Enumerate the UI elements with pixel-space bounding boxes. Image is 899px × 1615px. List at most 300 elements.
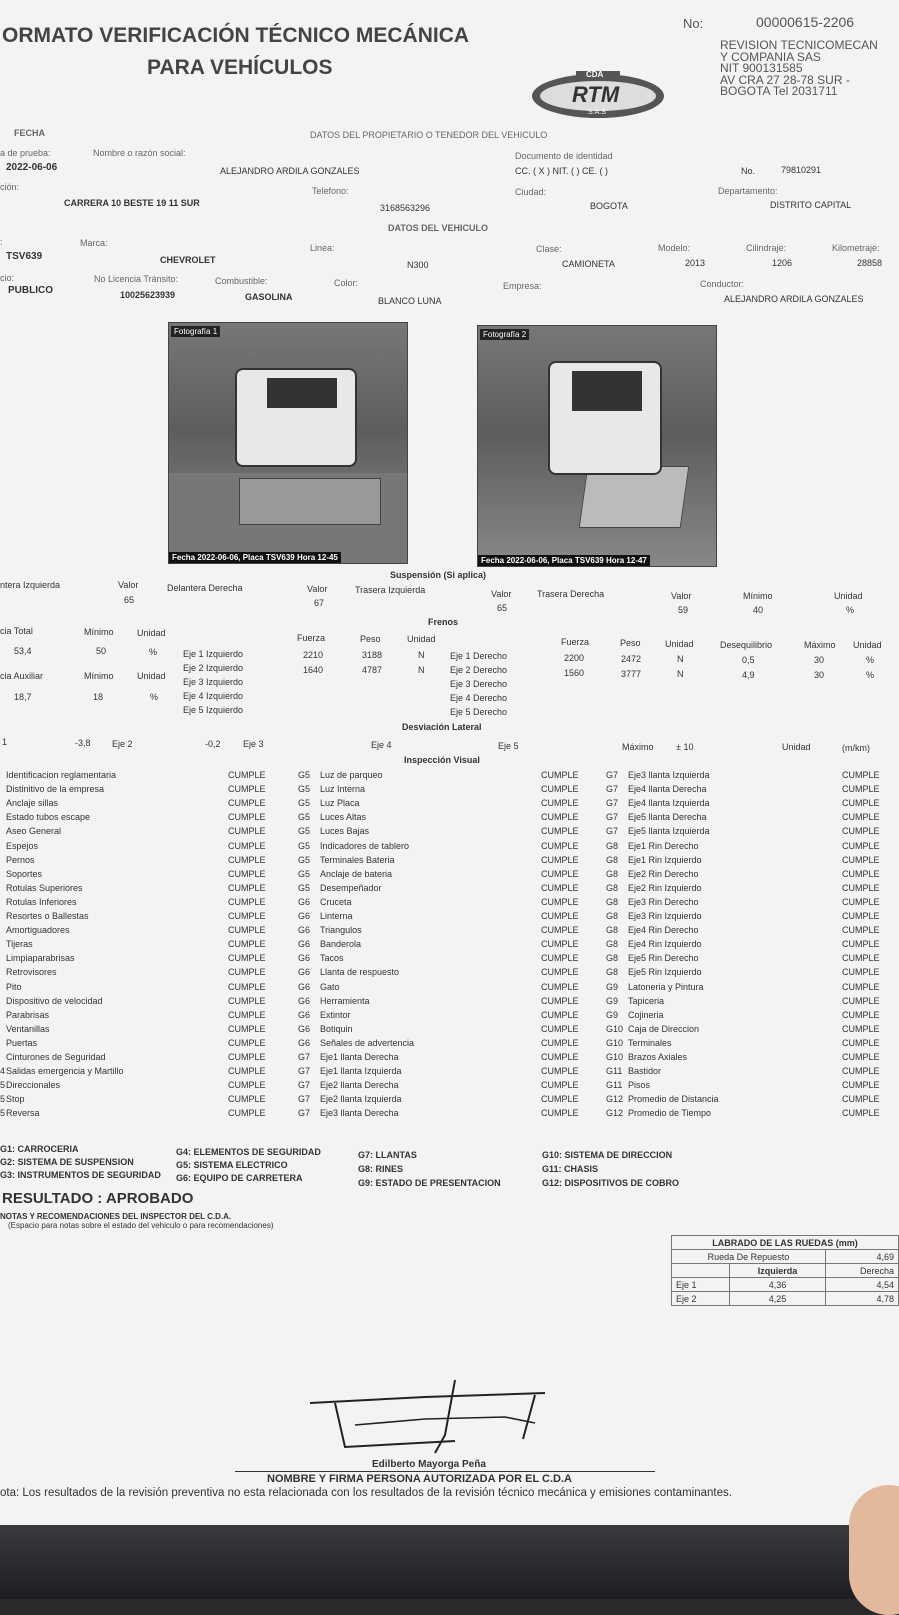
- frenos-right-desequilibrio: 0,5 4,9: [742, 655, 755, 680]
- item-label: Ventanillas: [6, 1023, 50, 1034]
- color-label: Color:: [334, 278, 359, 288]
- cumple-status: CUMPLE: [541, 896, 579, 907]
- direccion-value: CARRERA 10 BESTE 19 11 SUR: [64, 198, 200, 208]
- group-code: G8: [606, 911, 619, 921]
- legend-col-1: G1: CARROCERIA G2: SISTEMA DE SUSPENSION G3: INSTRUMENTOS DE SEGURIDAD: [0, 1144, 161, 1180]
- doc-type: CC. ( X ) NIT. ( ) CE. ( ): [515, 166, 608, 176]
- empresa-label: Empresa:: [503, 281, 542, 291]
- cumple-status: CUMPLE: [228, 1080, 266, 1091]
- inspeccion-row: [0, 841, 899, 855]
- frenos-right-unit: % %: [866, 655, 875, 680]
- group-code: G6: [298, 995, 311, 1006]
- cumple-status: CUMPLE: [541, 1052, 579, 1062]
- group-code: G5: [298, 826, 311, 837]
- item-label: Soportes: [6, 868, 43, 879]
- frenos-col-fuerza: Fuerza: [297, 633, 326, 643]
- row-prefix: 5: [0, 1094, 6, 1105]
- cumple-status: CUMPLE: [228, 939, 266, 950]
- frenos-left-fuerza: 2210 1640: [303, 650, 324, 675]
- frenos-left-peso: 3188 4787: [362, 650, 383, 675]
- frenos-right-fuerza: 2200 1560: [564, 653, 585, 678]
- ciudad-value: BOGOTA: [590, 201, 628, 211]
- item-label: Eje4 Rin Izquierdo: [628, 939, 702, 950]
- group-code: G6: [298, 1037, 311, 1048]
- group-code: G7: [298, 1108, 311, 1119]
- legend-col-4: G10: SISTEMA DE DIRECCION G11: CHASIS G12: DISPOSITIVOS DE COBRO: [542, 1150, 680, 1188]
- group-code: G6: [298, 896, 311, 907]
- item-label: Pito: [6, 981, 22, 992]
- inspeccion-title: Inspección Visual: [404, 755, 480, 765]
- group-code: G5: [298, 784, 311, 795]
- inspeccion-row: [0, 1094, 899, 1108]
- item-label: Terminales Bateria: [320, 854, 395, 865]
- cumple-status: CUMPLE: [541, 1023, 579, 1034]
- susp-trasera-izq-label: Trasera Izquierda: [355, 585, 426, 595]
- group-code: G9: [606, 995, 619, 1006]
- frenos-col-peso: Peso: [360, 634, 381, 644]
- eficacia-total-value: 53,4: [14, 646, 32, 656]
- cumple-status: CUMPLE: [541, 812, 579, 823]
- background-fabric: [0, 1525, 899, 1599]
- group-code: G6: [298, 911, 311, 921]
- cumple-status: CUMPLE: [541, 967, 579, 978]
- inspeccion-row: [0, 911, 899, 925]
- susp-minimo-label: Mínimo: [743, 591, 773, 601]
- frenos-left-unidad: N N: [418, 650, 425, 675]
- item-label: Luces Altas: [320, 812, 367, 823]
- group-code: G8: [606, 925, 619, 936]
- signature-caption: NOMBRE Y FIRMA PERSONA AUTORIZADA POR EL C.D.A: [267, 1473, 572, 1485]
- item-label: Resortes o Ballestas: [6, 911, 89, 921]
- item-label: Limpiaparabrisas: [6, 953, 75, 964]
- susp-delantera-der-label: Delantera Derecha: [167, 583, 243, 593]
- item-label: Eje3 Rin Izquierdo: [628, 911, 702, 921]
- licencia-label: No Licencia Tránsito:: [94, 274, 179, 284]
- linea-value: N300: [407, 260, 429, 270]
- group-code: G6: [298, 1009, 311, 1020]
- doc-no-value: 79810291: [781, 165, 822, 175]
- item-label: Parabrisas: [6, 1009, 50, 1020]
- telefono-label: Telefono:: [312, 186, 349, 196]
- cumple-status: CUMPLE: [228, 1066, 266, 1077]
- inspeccion-row: [0, 1052, 899, 1066]
- item-label: Terminales: [628, 1037, 672, 1048]
- susp-valor-label: Valor: [671, 591, 692, 601]
- cumple-status: CUMPLE: [228, 784, 266, 795]
- cumple-status: CUMPLE: [842, 995, 880, 1006]
- item-label: Luz de parqueo: [320, 770, 383, 780]
- inspeccion-row: [0, 1066, 899, 1080]
- item-label: Tijeras: [6, 939, 33, 950]
- frenos-col-unidad: Unidad: [407, 634, 436, 644]
- frenos-col-peso-der: Peso: [620, 638, 641, 648]
- cumple-status: CUMPLE: [541, 911, 579, 921]
- ciudad-label: Ciudad:: [515, 187, 547, 197]
- item-label: Promedio de Tiempo: [628, 1108, 712, 1119]
- item-label: Caja de Direccion: [628, 1023, 700, 1034]
- cumple-status: CUMPLE: [541, 939, 579, 950]
- doc-no-label: No.: [741, 166, 756, 176]
- group-code: G6: [298, 939, 311, 950]
- inspeccion-row: [0, 869, 899, 883]
- item-label: Eje2 llanta Derecha: [320, 1080, 399, 1091]
- group-code: G8: [606, 967, 619, 978]
- cumple-status: CUMPLE: [541, 868, 579, 879]
- item-label: Eje2 Rin Izquierdo: [628, 882, 702, 893]
- cumple-status: CUMPLE: [842, 784, 880, 795]
- cumple-status: CUMPLE: [842, 911, 880, 921]
- group-code: G11: [606, 1080, 623, 1091]
- susp-delantera-izq-label: ntera Izquierda: [0, 580, 61, 590]
- marca-label: Marca:: [80, 238, 108, 248]
- item-label: Eje5 Rin Izquierdo: [628, 967, 702, 978]
- nombre-value: ALEJANDRO ARDILA GONZALES: [220, 166, 360, 176]
- item-label: Reversa: [6, 1108, 40, 1119]
- cumple-status: CUMPLE: [541, 1066, 579, 1077]
- fecha-label: FECHA: [14, 128, 45, 138]
- item-label: Eje3 llanta Derecha: [320, 1108, 399, 1119]
- cumple-status: CUMPLE: [842, 1094, 880, 1105]
- signature-scribble: [305, 1375, 575, 1455]
- cumple-status: CUMPLE: [541, 882, 579, 893]
- eficacia-aux-unit-label: Unidad: [137, 671, 166, 681]
- telefono-value: 3168563296: [380, 203, 431, 213]
- form-number-label: No:: [683, 16, 704, 31]
- item-label: Linterna: [320, 911, 353, 921]
- item-label: Eje1 Rin Derecho: [628, 840, 699, 851]
- cumple-status: CUMPLE: [541, 1108, 579, 1119]
- item-label: Luces Bajas: [320, 826, 370, 837]
- group-code: G11: [606, 1066, 623, 1077]
- cumple-status: CUMPLE: [228, 967, 266, 978]
- desviacion-eje1-label: 1: [2, 737, 8, 747]
- item-label: Herramienta: [320, 995, 370, 1006]
- modelo-label: Modelo:: [658, 243, 691, 253]
- frenos-right-labels: Eje 1 Derecho Eje 2 Derecho Eje 3 Derecho Eje 4 Derecho Eje 5 Derecho: [450, 651, 508, 717]
- frenos-col-fuerza-der: Fuerza: [561, 637, 590, 647]
- item-label: Stop: [6, 1094, 25, 1105]
- frenos-right-maximo: 30 30: [814, 655, 825, 680]
- inspeccion-row: [0, 812, 899, 826]
- item-label: Eje3 llanta Izquierda: [628, 770, 710, 780]
- servicio-label: cio:: [0, 273, 15, 283]
- cumple-status: CUMPLE: [228, 1108, 266, 1119]
- eficacia-total-min: 50: [96, 646, 107, 656]
- item-label: Eje4 llanta Derecha: [628, 784, 707, 795]
- item-label: Eje2 Rin Derecho: [628, 868, 699, 879]
- item-label: Gato: [320, 981, 340, 992]
- cumple-status: CUMPLE: [541, 925, 579, 936]
- labrado-table: LABRADO DE LAS RUEDAS (mm) Rueda De Repuesto 4,69 Izquierda Derecha Eje 1 4,36 4,54 Eje 2 4,25 4,78: [671, 1235, 899, 1306]
- inspeccion-row: [0, 1038, 899, 1052]
- cumple-status: CUMPLE: [842, 812, 880, 823]
- susp-minimo-value: 40: [753, 605, 764, 615]
- cumple-status: CUMPLE: [842, 1052, 880, 1062]
- van-shape: [548, 361, 662, 475]
- item-label: Llanta de respuesto: [320, 967, 400, 978]
- cumple-status: CUMPLE: [228, 854, 266, 865]
- cumple-status: CUMPLE: [541, 798, 579, 809]
- group-code: G7: [606, 798, 619, 809]
- inspeccion-row: [0, 1108, 899, 1122]
- item-label: Amortiguadores: [6, 925, 70, 936]
- inspeccion-row: [0, 1080, 899, 1094]
- placa-value: TSV639: [6, 251, 43, 262]
- legend-col-2: G4: ELEMENTOS DE SEGURIDAD G5: SISTEMA ELECTRICO G6: EQUIPO DE CARRETERA: [176, 1147, 321, 1183]
- item-label: Eje1 Rin Izquierdo: [628, 854, 702, 865]
- eficacia-aux-label: cia Auxiliar: [0, 671, 44, 681]
- cumple-status: CUMPLE: [842, 967, 880, 978]
- desviacion-unidad-label: Unidad: [782, 742, 811, 752]
- cumple-status: CUMPLE: [842, 1066, 880, 1077]
- cumple-status: CUMPLE: [541, 981, 579, 992]
- cumple-status: CUMPLE: [228, 1009, 266, 1020]
- susp-unidad-label: Unidad: [834, 591, 863, 601]
- item-label: Brazos Axiales: [628, 1052, 688, 1062]
- susp-valor-label: Valor: [491, 589, 512, 599]
- desviacion-eje4-label: Eje 4: [371, 740, 392, 750]
- marca-value: CHEVROLET: [160, 255, 216, 265]
- item-label: Promedio de Distancia: [628, 1094, 719, 1105]
- item-label: Tapiceria: [628, 995, 665, 1006]
- eficacia-aux-unit: %: [150, 692, 159, 702]
- eficacia-total-unit: %: [149, 647, 158, 657]
- conductor-label: Conductor:: [700, 279, 745, 289]
- kilometraje-label: Kilometraje:: [832, 243, 880, 253]
- desviacion-eje2-value: -0,2: [205, 739, 221, 749]
- van-shape: [235, 368, 357, 467]
- cumple-status: CUMPLE: [228, 798, 266, 809]
- cumple-status: CUMPLE: [228, 925, 266, 936]
- susp-unidad-value: %: [846, 605, 855, 615]
- inspeccion-row: [0, 798, 899, 812]
- group-code: G8: [606, 882, 619, 893]
- item-label: Espejos: [6, 840, 39, 851]
- item-label: Anclaje sillas: [6, 798, 59, 809]
- cumple-status: CUMPLE: [541, 840, 579, 851]
- cumple-status: CUMPLE: [541, 1080, 579, 1091]
- company-info: REVISION TECNICOMECAN Y COMPANIA SAS NIT 900131585 AV CRA 27 28-78 SUR - BOGOTA Tel 2031711: [720, 38, 878, 98]
- placa-label: :: [0, 237, 3, 247]
- item-label: Salidas emergencia y Martillo: [6, 1066, 124, 1077]
- group-code: G9: [606, 981, 619, 992]
- group-code: G7: [298, 1094, 311, 1105]
- conductor-value: ALEJANDRO ARDILA GONZALES: [724, 294, 864, 304]
- susp-valor-label: Valor: [118, 580, 139, 590]
- item-label: Eje5 llanta Izquierda: [628, 826, 710, 837]
- group-code: G7: [606, 784, 619, 795]
- inspeccion-row: [0, 939, 899, 953]
- notas-subtitle: (Espacio para notas sobre el estado del vehiculo o para recomendaciones): [8, 1221, 274, 1230]
- item-label: Eje5 Rin Derecho: [628, 953, 699, 964]
- item-label: Señales de advertencia: [320, 1037, 415, 1048]
- item-label: Identificacion reglamentaria: [6, 770, 117, 780]
- vehicle-section-title: DATOS DEL VEHICULO: [388, 223, 489, 233]
- cumple-status: CUMPLE: [228, 868, 266, 879]
- susp-trasera-izq-value: 65: [497, 603, 508, 613]
- inspeccion-row: [0, 855, 899, 869]
- group-code: G6: [298, 981, 311, 992]
- item-label: Distinitivo de la empresa: [6, 784, 105, 795]
- item-label: Estado tubos escape: [6, 812, 91, 823]
- desviacion-title: Desviación Lateral: [402, 722, 482, 732]
- cumple-status: CUMPLE: [228, 1023, 266, 1034]
- cumple-status: CUMPLE: [228, 882, 266, 893]
- direccion-label: ción:: [0, 182, 20, 192]
- group-code: G7: [298, 1066, 311, 1077]
- susp-trasera-der-value: 59: [678, 605, 689, 615]
- cumple-status: CUMPLE: [228, 770, 266, 780]
- item-label: Retrovisores: [6, 967, 57, 978]
- inspeccion-row: [0, 996, 899, 1010]
- item-label: Extintor: [320, 1009, 351, 1020]
- item-label: Pernos: [6, 854, 35, 865]
- form-title: ORMATO VERIFICACIÓN TÉCNICO MECÁNICA: [2, 24, 470, 47]
- desviacion-eje2-label: Eje 2: [112, 739, 133, 749]
- departamento-value: DISTRITO CAPITAL: [770, 200, 852, 210]
- group-code: G10: [606, 1052, 624, 1062]
- item-label: Rotulas Superiores: [6, 882, 83, 893]
- group-code: G9: [606, 1009, 619, 1020]
- cumple-status: CUMPLE: [541, 953, 579, 964]
- eficacia-total-min-label: Mínimo: [84, 627, 114, 637]
- cumple-status: CUMPLE: [842, 1080, 880, 1091]
- departamento-label: Departamento:: [718, 186, 778, 196]
- item-label: Triangulos: [320, 925, 362, 936]
- item-label: Desempeñador: [320, 882, 382, 893]
- item-label: Anclaje de bateria: [320, 868, 393, 879]
- cumple-status: CUMPLE: [842, 925, 880, 936]
- inspeccion-row: [0, 897, 899, 911]
- desviacion-unidad-value: (m/km): [842, 743, 870, 753]
- suspension-title: Suspensión (Si aplica): [390, 570, 487, 580]
- form-subtitle: PARA VEHÍCULOS: [147, 56, 333, 79]
- item-label: Cruceta: [320, 896, 352, 907]
- footer-note: ota: Los resultados de la revisión preventiva no esta relacionada con los resultados de la revisión técnico mecánica y emisiones contaminantes.: [0, 1487, 732, 1499]
- combustible-label: Combustible:: [215, 276, 268, 286]
- frenos-col-unit: Unidad: [853, 640, 882, 650]
- cumple-status: CUMPLE: [842, 798, 880, 809]
- group-code: G8: [606, 896, 619, 907]
- group-code: G6: [298, 967, 311, 978]
- color-value: BLANCO LUNA: [378, 296, 442, 306]
- item-label: Dispositivo de velocidad: [6, 995, 103, 1006]
- cumple-status: CUMPLE: [842, 840, 880, 851]
- cumple-status: CUMPLE: [541, 854, 579, 865]
- item-label: Luz Placa: [320, 798, 360, 809]
- item-label: Bastidor: [628, 1066, 662, 1077]
- group-code: G5: [298, 770, 311, 780]
- row-prefix: 4: [0, 1066, 6, 1077]
- cumple-status: CUMPLE: [541, 1094, 579, 1105]
- desviacion-eje3-label: Eje 3: [243, 739, 264, 749]
- cumple-status: CUMPLE: [541, 1009, 579, 1020]
- group-code: G7: [298, 1080, 311, 1091]
- inspeccion-row: [0, 826, 899, 840]
- cumple-status: CUMPLE: [842, 770, 880, 780]
- item-label: Eje3 Rin Derecho: [628, 896, 699, 907]
- doc-label: Documento de identidad: [515, 151, 613, 161]
- frenos-right-unidad: N N: [677, 654, 684, 679]
- eficacia-aux-min-label: Mínimo: [84, 671, 114, 681]
- item-label: Eje1 llanta Derecha: [320, 1052, 399, 1062]
- item-label: Cinturones de Seguridad: [6, 1052, 106, 1062]
- cumple-status: CUMPLE: [228, 911, 266, 921]
- cumple-status: CUMPLE: [228, 1052, 266, 1062]
- group-code: G7: [606, 812, 619, 823]
- eficacia-total-unit-label: Unidad: [137, 628, 166, 638]
- cumple-status: CUMPLE: [228, 981, 266, 992]
- cumple-status: CUMPLE: [228, 1037, 266, 1048]
- item-label: Puertas: [6, 1037, 38, 1048]
- frenos-right-peso: 2472 3777: [621, 654, 642, 679]
- notas-title: NOTAS Y RECOMENDACIONES DEL INSPECTOR DEL C.D.A.: [0, 1212, 232, 1221]
- inspeccion-row: [0, 925, 899, 939]
- group-code: G5: [298, 812, 311, 823]
- item-label: Pisos: [628, 1080, 651, 1091]
- frenos-col-maximo: Máximo: [804, 640, 836, 650]
- inspeccion-row: [0, 953, 899, 967]
- group-code: G5: [298, 854, 311, 865]
- cumple-status: CUMPLE: [541, 1037, 579, 1048]
- desviacion-maximo-value: ± 10: [676, 742, 694, 752]
- cumple-status: CUMPLE: [842, 854, 880, 865]
- signer-name: Edilberto Mayorga Peña: [372, 1459, 486, 1470]
- combustible-value: GASOLINA: [245, 292, 293, 302]
- cumple-status: CUMPLE: [541, 995, 579, 1006]
- inspeccion-row: [0, 1024, 899, 1038]
- item-label: Botiquin: [320, 1023, 353, 1034]
- group-code: G6: [298, 1023, 311, 1034]
- licencia-value: 10025623939: [120, 290, 176, 300]
- inspeccion-row: [0, 883, 899, 897]
- cumple-status: CUMPLE: [228, 826, 266, 837]
- item-label: Rotulas Inferiores: [6, 896, 77, 907]
- item-label: Luz Interna: [320, 784, 366, 795]
- cumple-status: CUMPLE: [842, 868, 880, 879]
- nombre-label: Nombre o razón social:: [93, 148, 186, 158]
- item-label: Cojineria: [628, 1009, 664, 1020]
- group-code: G12: [606, 1108, 624, 1119]
- item-label: Direccionales: [6, 1080, 61, 1091]
- cumple-status: CUMPLE: [228, 953, 266, 964]
- group-code: G5: [298, 868, 311, 879]
- susp-trasera-der-label: Trasera Derecha: [537, 589, 605, 599]
- group-code: G8: [606, 953, 619, 964]
- cumple-status: CUMPLE: [842, 826, 880, 837]
- group-code: G7: [606, 826, 619, 837]
- group-code: G10: [606, 1023, 624, 1034]
- cumple-status: CUMPLE: [228, 840, 266, 851]
- fecha-value: 2022-06-06: [6, 162, 58, 173]
- cumple-status: CUMPLE: [842, 981, 880, 992]
- row-prefix: 5: [0, 1108, 6, 1119]
- desviacion-eje5-label: Eje 5: [498, 741, 519, 751]
- item-label: Latoneria y Pintura: [628, 981, 704, 992]
- susp-delantera-der-value: 67: [314, 598, 325, 608]
- group-code: G8: [606, 840, 619, 851]
- item-label: Aseo General: [6, 826, 62, 837]
- eficacia-aux-value: 18,7: [14, 692, 32, 702]
- item-label: Banderola: [320, 939, 362, 950]
- cilindraje-label: Cilindraje:: [746, 243, 787, 253]
- group-code: G8: [606, 854, 619, 865]
- kilometraje-value: 28858: [857, 258, 883, 268]
- group-code: G5: [298, 882, 311, 893]
- frenos-col-desequilibrio: Desequilibrio: [720, 640, 773, 650]
- cumple-status: CUMPLE: [842, 896, 880, 907]
- item-label: Eje1 llanta Izquierda: [320, 1066, 402, 1077]
